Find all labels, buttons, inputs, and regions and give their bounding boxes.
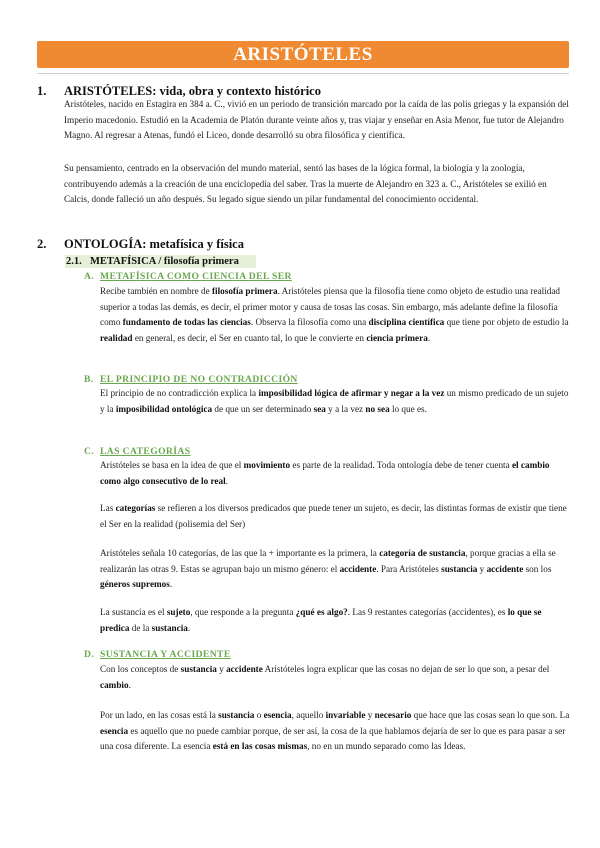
item-b-title: EL PRINCIPIO DE NO CONTRADICCIÓN (100, 374, 298, 385)
item-c-paragraph-2: Las categorías se refieren a los diversos predicados que puede tener un sujeto, es decir, las distintas formas de existir que tiene el Ser en la realidad (polisemia del Ser) (100, 503, 567, 529)
subsection-2-1-title: METAFÍSICA / filosofía primera (90, 256, 239, 267)
item-a-title: METAFÍSICA COMO CIENCIA DEL SER (100, 271, 292, 282)
subsection-2-1-number: 2.1. (66, 256, 82, 267)
item-c-letter: C. (84, 446, 95, 457)
item-b-letter: B. (84, 374, 94, 385)
item-a-letter: A. (84, 271, 95, 282)
item-d-paragraph-1: Con los conceptos de sustancia y accidente Aristóteles logra explicar que las cosas no dejan de ser lo que son, a pesar del cambio. (100, 664, 550, 690)
item-c-heading (84, 446, 190, 457)
item-d-paragraph-2: Por un lado, en las cosas está la sustancia o esencia, aquello invariable y necesario que hace que las cosas sean lo que son. La esencia es aquello que no puede cambiar porque, de ser así, la cosa de la que hablamos dejaría de ser lo que es para pasar a ser una cosa diferente. La esencia está en las cosas mismas, no en un mundo separado como las Ideas. (100, 710, 570, 752)
section-1-paragraph-2: Su pensamiento, centrado en la observación del mundo material, sentó las bases de la lógica formal, la biología y la zoología, contribuyendo además a la creación de una enciclopedia del saber. Tras la muerte de Alejandro en 323 a. C., Aristóteles se exilió en Calcis, donde falleció un año después. Su legado sigue siendo un pilar fundamental del conocimiento occidental. (64, 163, 547, 205)
section-1-paragraph-1: Aristóteles, nacido en Estagira en 384 a. C., vivió en un periodo de transición marcado por la caída de las polis griegas y la expansión del Imperio macedonio. Estudió en la Academia de Platón durante veinte años y, tras viajar y enseñar en Asia Menor, fue tutor de Alejandro Magno. Al regresar a Atenas, fundó el Liceo, donde desarrolló su obra filosófica y científica. (64, 99, 569, 141)
section-2-heading (37, 237, 244, 252)
subsection-2-1-heading (65, 255, 256, 268)
item-c-title: LAS CATEGORÍAS (100, 446, 191, 457)
item-b-paragraph-1: El principio de no contradicción explica la imposibilidad lógica de afirmar y negar a la vez un mismo predicado de un sujeto y la imposibilidad ontológica de que un ser determinado sea y a la vez no sea lo que es. (100, 388, 569, 414)
title-divider (37, 73, 569, 74)
item-c-paragraph-4: La sustancia es el sujeto, que responde a la pregunta ¿qué es algo?. Las 9 restantes categorías (accidentes), es lo que se predica de la sustancia. (100, 607, 542, 633)
section-1-number: 1. (37, 84, 47, 98)
section-2-number: 2. (37, 237, 47, 251)
item-d-title: SUSTANCIA Y ACCIDENTE (100, 649, 231, 660)
item-c-paragraph-1: Aristóteles se basa en la idea de que el movimiento es parte de la realidad. Toda ontología debe de tener cuenta el cambio como algo consecutivo de lo real. (100, 460, 550, 486)
item-d-heading (84, 649, 231, 660)
item-a-heading (84, 271, 292, 282)
section-1-title: ARISTÓTELES: vida, obra y contexto histórico (64, 84, 321, 98)
item-c-paragraph-3: Aristóteles señala 10 categorías, de las que la + importante es la primera, la categoría de sustancia, porque gracias a ella se realizarán las otras 9. Estas se agrupan bajo un mismo género: el accidente. Para Aristóteles sustancia y accidente son los géneros supremos. (100, 548, 556, 590)
title-banner (37, 41, 569, 68)
section-2-title: ONTOLOGÍA: metafísica y física (64, 237, 244, 251)
item-a-paragraph-1: Recibe también en nombre de filosofía primera. Aristóteles piensa que la filosofía tiene como objeto de estudio una realidad superior a todas las demás, es decir, el primer motor y causa de tosas las cosas. Sin embargo, más adelante define la filosofía como fundamento de todas las ciencias. Observa la filosofía como una disciplina científica que tiene por objeto de estudio la realidad en general, es decir, el Ser en cuanto tal, lo que le convierte en ciencia primera. (100, 286, 569, 343)
page-title: ARISTÓTELES (233, 43, 373, 65)
item-d-letter: D. (84, 649, 95, 660)
item-b-heading (84, 374, 298, 385)
